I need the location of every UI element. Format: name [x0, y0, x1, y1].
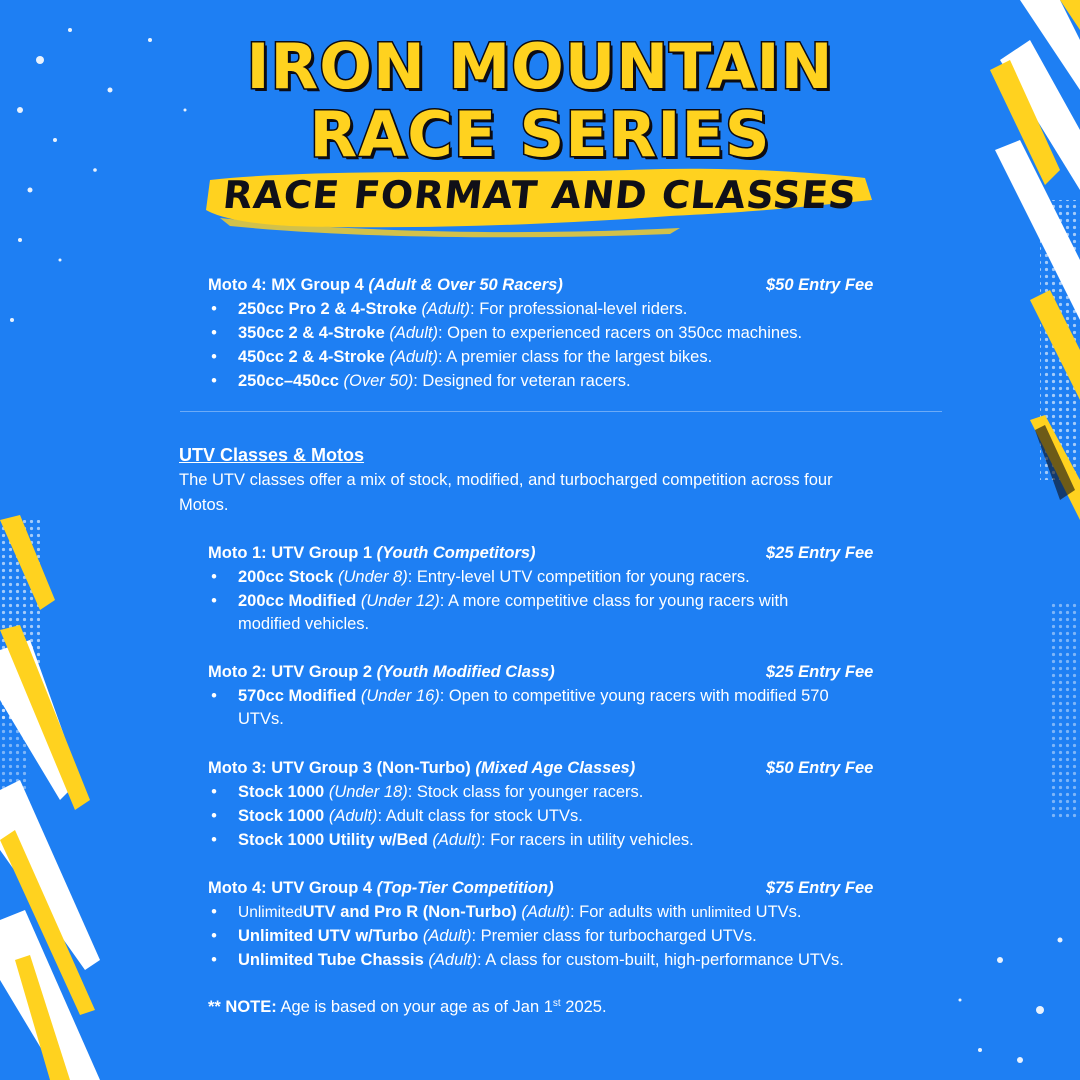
- subtitle: RACE FORMAT AND CLASSES: [220, 173, 860, 217]
- utv-moto1-heading: Moto 1: UTV Group 1 (Youth Competitors): [208, 544, 536, 562]
- age-note: ** NOTE: Age is based on your age as of Jan 1st 2025.: [208, 998, 607, 1016]
- utv-moto3-fee: $50 Entry Fee: [766, 759, 874, 777]
- utv-intro-line-2: Motos.: [179, 496, 229, 514]
- utv-moto2-heading: Moto 2: UTV Group 2 (Youth Modified Class): [208, 663, 555, 681]
- title-line-1: IRON MOUNTAIN: [246, 30, 834, 103]
- utv-section-title: UTV Classes & Motos: [179, 445, 365, 465]
- mx-moto4-fee: $50 Entry Fee: [766, 276, 874, 294]
- title-line-2: RACE SERIES: [309, 98, 771, 171]
- mx-moto4-heading: Moto 4: MX Group 4 (Adult & Over 50 Racers): [208, 276, 563, 294]
- utv-intro-line-1: The UTV classes offer a mix of stock, modified, and turbocharged competition across four: [179, 471, 833, 489]
- utv-moto4-heading: Moto 4: UTV Group 4 (Top-Tier Competition): [208, 879, 554, 897]
- utv-moto3-heading: Moto 3: UTV Group 3 (Non-Turbo) (Mixed Age Classes): [208, 759, 636, 777]
- utv-moto2-fee: $25 Entry Fee: [766, 663, 874, 681]
- utv-moto4-fee: $75 Entry Fee: [766, 879, 874, 897]
- content: Moto 4: MX Group 4 (Adult & Over 50 Racers) $50 Entry Fee • 250cc Pro 2 & 4-Stroke (Adult): For professional-level riders. • 350cc 2 & 4-Stroke (Adult): Open to experienced racers on 350cc machines. • 450cc 2 & 4-Stroke (Adult): A premier class for the largest bikes. • 250cc–450cc (Over 50): Designed for veteran racers. UTV Classes & Motos The UTV classes offer a mix of stock, modified, and turbocharged competition across four Motos. Moto 1: UTV Group 1 (Youth Competitors) $25 Entry Fee • 200cc Stock (Under 8): Entry-level UTV competition for young racers. • 200cc Modified (Under 12): A more competitive class for young racers with modified vehicles. Moto 2: UTV Group 2 (Youth Modified Class) $25 Entry Fee • 570cc Modified (Under 16): Open to competitive young racers with modified 570 UTVs. Moto 3: UTV Group 3 (Non-Turbo) (Mixed Age Classes) $50 Entry Fee • Stock 1000 (Under 18): Stock class for younger racers. • Stock 1000 (Adult): Adult class for stock UTVs. • Stock 1000 Utility w/Bed (Adult): For racers in utility vehicles. Moto 4: UTV Group 4 (Top-Tier Competition) $75 Entry Fee • UnlimitedUTV and Pro R (Non-Turbo) (Adult): For adults with unlimited UTVs. • Unlimited UTV w/Turbo (Adult): Premier class for turbocharged UTVs. • Unlimited Tube Chassis (Adult): A class for custom-built, high-performance UTVs. ** NOTE: Age is based on your age as of Jan 1st 2025.: [0, 0, 1080, 1080]
- divider: [180, 411, 942, 412]
- utv-moto1-fee: $25 Entry Fee: [766, 544, 874, 562]
